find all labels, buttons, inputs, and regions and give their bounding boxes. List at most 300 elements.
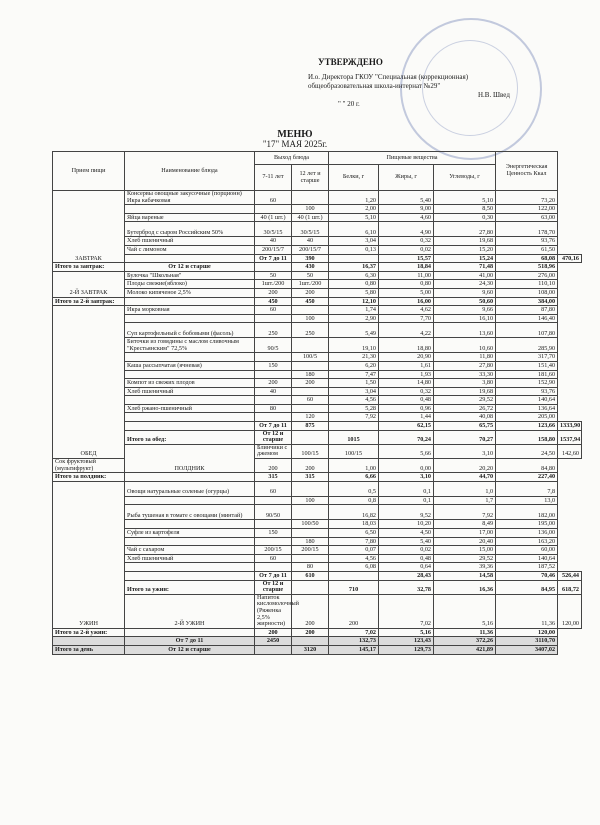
header-meal: Прием пищи	[53, 152, 125, 191]
protein-cell: 19,10	[329, 338, 379, 353]
fat-cell: 9,52	[379, 505, 434, 520]
dish-cell: Икра морковная	[125, 306, 255, 315]
energy-cell: 178,70	[496, 222, 558, 237]
approval-school: общеобразовательная школа-интернат №29"	[308, 82, 441, 90]
fat-cell: 3,10	[379, 473, 434, 482]
carbs-cell: 9,66	[434, 306, 496, 315]
output-age2-cell	[292, 338, 329, 353]
output-age1-cell	[255, 396, 292, 405]
meal-total-cell: Итого за день	[53, 645, 125, 654]
fat-cell: 4,60	[379, 213, 434, 222]
energy-cell: 73,20	[496, 191, 558, 205]
energy-cell: 227,40	[496, 473, 558, 482]
protein-cell: 16,37	[329, 263, 379, 272]
fat-cell: 3,10	[434, 444, 496, 458]
output-age2-cell	[329, 254, 379, 263]
output-age1-cell: 200	[255, 288, 292, 297]
dish-cell: Напиток кисломолочный (Ряженка 2,5% жирности)	[255, 594, 292, 628]
header-output: Выход блюда	[255, 152, 329, 165]
output-age2-cell: 3120	[292, 645, 329, 654]
carbs-cell: 0,30	[434, 213, 496, 222]
output-age2-cell: 200	[292, 628, 329, 637]
menu-row	[53, 213, 582, 222]
fat-cell: 18,84	[379, 263, 434, 272]
dish-cell: Каша рассыпчатая (ячневая)	[125, 361, 255, 370]
menu-row	[53, 338, 582, 353]
output-age1-cell: 200/15	[255, 546, 292, 555]
fat-cell: 5,16	[379, 628, 434, 637]
fat-cell: 5,00	[379, 288, 434, 297]
meal-total-cell: Итого за обед:	[125, 430, 255, 444]
energy-cell: 87,80	[496, 306, 558, 315]
menu-row	[53, 361, 582, 370]
carbs-cell: 11,36	[434, 628, 496, 637]
menu-row	[53, 594, 582, 628]
protein-cell: 145,17	[329, 645, 379, 654]
output-age1-cell: 90/5	[255, 338, 292, 353]
menu-row	[53, 554, 582, 563]
header-age1: 7-11 лет	[255, 165, 292, 191]
dish-cell	[125, 520, 255, 529]
carbs-cell: 20,40	[434, 537, 496, 546]
energy-cell: 120,00	[558, 594, 582, 628]
dish-cell: Консервы овощные закусочные (порционн) Икра кабачковая	[125, 191, 255, 205]
protein-cell: 15,57	[379, 254, 434, 263]
dish-cell	[125, 314, 255, 323]
output-age1-cell: 315	[255, 473, 292, 482]
carbs-cell: 33,30	[434, 370, 496, 379]
energy-cell: 187,52	[496, 563, 558, 572]
fat-cell: 0,1	[379, 496, 434, 505]
fat-cell: 0,64	[379, 563, 434, 572]
dish-cell: Сок фруктовый (мультифрукт)	[53, 459, 125, 473]
carbs-cell: 372,26	[434, 637, 496, 646]
energy-cell: 205,00	[496, 413, 558, 422]
menu-row	[53, 271, 582, 280]
fat-cell: 0,02	[379, 546, 434, 555]
menu-date: "17" МАЯ 2025г.	[262, 139, 328, 149]
total-label-cell: От 12 и старше	[125, 645, 255, 654]
dish-cell: Чай с лимоном	[125, 245, 255, 254]
protein-cell: 7,47	[329, 370, 379, 379]
energy-cell: 317,70	[496, 353, 558, 362]
energy-cell: 122,00	[496, 205, 558, 214]
protein-cell: 0,8	[329, 496, 379, 505]
energy-cell: 285,90	[496, 338, 558, 353]
header-fat: Жиры, г	[379, 165, 434, 191]
energy-cell: 1537,94	[558, 430, 582, 444]
menu-table	[52, 151, 582, 655]
protein-cell: 5,28	[329, 404, 379, 413]
total-label-cell: От 7 до 11	[255, 571, 292, 580]
output-age2-cell	[292, 481, 329, 496]
menu-row	[53, 263, 582, 272]
dish-cell	[125, 396, 255, 405]
protein-cell: 6,66	[329, 473, 379, 482]
meal-total-cell: Итого за полдник:	[53, 473, 125, 482]
carbs-cell: 15,00	[434, 546, 496, 555]
menu-row	[53, 444, 582, 458]
carbs-cell: 29,52	[434, 396, 496, 405]
output-age1-cell	[292, 580, 329, 594]
protein-cell: 3,04	[329, 237, 379, 246]
total-label-cell: От 7 до 11	[125, 637, 255, 646]
total-label-cell	[125, 297, 255, 306]
meal-cell: ОБЕД	[53, 306, 125, 459]
carbs-cell: 40,08	[434, 413, 496, 422]
carbs-cell: 123,66	[496, 422, 558, 431]
meal-total-cell: Итого за 2-й завтрак:	[53, 297, 125, 306]
meal-cell: 2-Й ЗАВТРАК	[53, 271, 125, 297]
protein-cell: 3,04	[329, 387, 379, 396]
energy-cell: 518,96	[496, 263, 558, 272]
output-age2-cell	[292, 505, 329, 520]
menu-row	[53, 314, 582, 323]
total-label-cell: От 12 и старше	[125, 263, 255, 272]
output-age1-cell: 60	[255, 191, 292, 205]
energy-cell: 136,00	[496, 529, 558, 538]
carbs-cell: 27,80	[434, 222, 496, 237]
fat-cell: 4,62	[379, 306, 434, 315]
carbs-cell: 26,72	[434, 404, 496, 413]
fat-cell: 0,32	[379, 237, 434, 246]
header-carbs: Углеводы, г	[434, 165, 496, 191]
output-age2-cell: 200	[292, 459, 329, 473]
protein-cell: 4,56	[329, 396, 379, 405]
output-age1-cell: 40	[255, 237, 292, 246]
protein-cell: 1,74	[329, 306, 379, 315]
menu-row	[53, 505, 582, 520]
energy-cell: 526,44	[558, 571, 582, 580]
dish-cell	[125, 205, 255, 214]
fat-cell: 0,32	[379, 387, 434, 396]
approval-date-line: " " 20 г.	[338, 100, 360, 108]
menu-row	[53, 580, 582, 594]
output-age1-cell: 250	[255, 323, 292, 338]
menu-row	[53, 481, 582, 496]
dish-cell: Компот из свежих плодов	[125, 379, 255, 388]
meal-cell: ПОЛДНИК	[125, 444, 255, 472]
carbs-cell: 5,10	[434, 191, 496, 205]
protein-cell: 6,10	[329, 222, 379, 237]
output-age2-cell	[292, 306, 329, 315]
protein-cell: 7,02	[379, 594, 434, 628]
output-age2-cell: 30/5/15	[292, 222, 329, 237]
carbs-cell: 41,00	[434, 271, 496, 280]
output-age2-cell: 1шт./200	[292, 280, 329, 289]
approval-block	[308, 58, 588, 109]
protein-cell: 0,5	[329, 481, 379, 496]
output-age1-cell	[255, 496, 292, 505]
menu-row	[53, 245, 582, 254]
energy-cell: 93,76	[496, 237, 558, 246]
output-age2-cell: 250	[292, 323, 329, 338]
carbs-cell: 24,30	[434, 280, 496, 289]
carbs-cell: 9,60	[434, 288, 496, 297]
fat-cell: 5,40	[379, 537, 434, 546]
protein-cell: 6,30	[329, 271, 379, 280]
protein-cell: 28,43	[379, 571, 434, 580]
protein-cell: 5,66	[379, 444, 434, 458]
fat-cell: 18,80	[379, 338, 434, 353]
protein-cell: 4,56	[329, 554, 379, 563]
protein-cell: 132,73	[329, 637, 379, 646]
output-age1-cell: 80	[255, 404, 292, 413]
output-age2-cell: 200	[292, 288, 329, 297]
protein-cell: 7,92	[329, 413, 379, 422]
output-age2-cell: 180	[292, 537, 329, 546]
fat-cell: 0,96	[379, 404, 434, 413]
output-age2-cell: 100/15	[329, 444, 379, 458]
carbs-cell: 44,70	[434, 473, 496, 482]
carbs-cell: 50,60	[434, 297, 496, 306]
output-age1-cell: 150	[255, 361, 292, 370]
dish-cell	[125, 370, 255, 379]
carbs-cell: 8,49	[434, 520, 496, 529]
carbs-cell: 7,92	[434, 505, 496, 520]
energy-cell: 84,80	[496, 459, 558, 473]
protein-cell: 5,49	[329, 323, 379, 338]
meal-total-cell: Итого за ужин:	[125, 580, 255, 594]
output-age2-cell: 315	[292, 473, 329, 482]
carbs-cell: 84,95	[496, 580, 558, 594]
carbs-cell: 3,80	[434, 379, 496, 388]
carbs-cell: 8,50	[434, 205, 496, 214]
fat-cell: 10,20	[379, 520, 434, 529]
energy-cell: 63,00	[496, 213, 558, 222]
output-age2-cell	[292, 361, 329, 370]
output-age1-cell: 1шт./200	[255, 280, 292, 289]
energy-cell: 61,50	[496, 245, 558, 254]
output-age1-cell	[255, 263, 292, 272]
carbs-cell: 16,10	[434, 314, 496, 323]
dish-cell: Хлеб ржано-пшеничный	[125, 404, 255, 413]
protein-cell: 2,90	[329, 314, 379, 323]
energy-cell: 1333,90	[558, 422, 582, 431]
menu-row	[53, 529, 582, 538]
output-age2-cell: 430	[292, 263, 329, 272]
meal-total-cell: Итого за 2-й ужин:	[53, 628, 125, 637]
dish-cell	[125, 496, 255, 505]
dish-cell	[125, 563, 255, 572]
fat-cell: 16,00	[379, 297, 434, 306]
carbs-cell: 29,52	[434, 554, 496, 563]
energy-cell: 146,40	[496, 314, 558, 323]
output-age2-cell: 1015	[329, 430, 379, 444]
dish-cell: Хлеб пшеничный	[125, 387, 255, 396]
protein-cell: 6,08	[329, 563, 379, 572]
protein-cell: 2,00	[329, 205, 379, 214]
output-age1-cell: 200	[292, 594, 329, 628]
approval-signatory: Н.В. Швед	[478, 91, 510, 99]
menu-row	[53, 370, 582, 379]
menu-row	[53, 280, 582, 289]
output-age1-cell: 60	[255, 554, 292, 563]
dish-cell: Бутерброд с сыром Российским 50%	[125, 222, 255, 237]
energy-cell: 618,72	[558, 580, 582, 594]
header-energy: Энергетическая Ценность Ккал	[496, 152, 558, 191]
fat-cell: 0,00	[379, 459, 434, 473]
output-age1-cell	[255, 537, 292, 546]
protein-cell: 7,02	[329, 628, 379, 637]
menu-row	[53, 353, 582, 362]
dish-cell: Чай с сахаром	[125, 546, 255, 555]
fat-cell: 0,1	[379, 481, 434, 496]
energy-cell: 140,64	[496, 554, 558, 563]
energy-cell: 140,64	[496, 396, 558, 405]
menu-row	[53, 222, 582, 237]
carbs-cell: 19,68	[434, 237, 496, 246]
protein-cell: 62,15	[379, 422, 434, 431]
dish-cell: Суфле из картофеля	[125, 529, 255, 538]
menu-row	[53, 288, 582, 297]
energy-cell: 110,10	[496, 280, 558, 289]
output-age1-cell	[255, 645, 292, 654]
output-age2-cell	[292, 404, 329, 413]
output-age2-cell: 450	[292, 297, 329, 306]
carbs-cell: 39,36	[434, 563, 496, 572]
menu-row	[53, 205, 582, 214]
output-age1-cell: 60	[255, 481, 292, 496]
total-label-cell	[125, 628, 255, 637]
output-age2-cell: 200/15/7	[292, 245, 329, 254]
menu-row	[53, 546, 582, 555]
header-nutrients: Пищевые вещества	[329, 152, 496, 165]
carbs-cell: 10,60	[434, 338, 496, 353]
fat-cell: 15,24	[434, 254, 496, 263]
menu-row	[53, 563, 582, 572]
carbs-cell: 17,00	[434, 529, 496, 538]
output-age1-cell	[255, 370, 292, 379]
output-age1-cell: 610	[292, 571, 329, 580]
total-label-cell: От 12 и старше	[255, 430, 292, 444]
fat-cell: 5,40	[379, 191, 434, 205]
dish-cell: Яйца вареные	[125, 213, 255, 222]
carbs-cell: 421,89	[434, 645, 496, 654]
carbs-cell: 158,80	[496, 430, 558, 444]
fat-cell: 4,50	[379, 529, 434, 538]
output-age2-cell	[292, 554, 329, 563]
output-age2-cell: 40	[292, 237, 329, 246]
menu-row	[53, 306, 582, 315]
fat-cell: 65,75	[434, 422, 496, 431]
output-age2-cell	[292, 529, 329, 538]
carbs-cell: 11,80	[434, 353, 496, 362]
fat-cell: 1,93	[379, 370, 434, 379]
menu-row	[53, 571, 582, 580]
dish-cell	[125, 537, 255, 546]
carbs-cell: 20,20	[434, 459, 496, 473]
energy-cell: 3407,02	[496, 645, 558, 654]
fat-cell: 5,16	[434, 594, 496, 628]
protein-cell: 0,80	[329, 280, 379, 289]
dish-cell: Хлеб пшеничный	[125, 237, 255, 246]
carbs-cell: 19,68	[434, 387, 496, 396]
dish-cell	[125, 413, 255, 422]
header-dish: Наименование блюда	[125, 152, 255, 191]
energy-cell: 136,64	[496, 404, 558, 413]
output-age2-cell: 100/50	[292, 520, 329, 529]
dish-cell: Овощи натуральные соленые (огурцы)	[125, 481, 255, 496]
dish-cell: Биточки из говядины с маслом сливочным "Крестьянским" 72,5%	[125, 338, 255, 353]
carbs-cell: 27,80	[434, 361, 496, 370]
menu-row	[53, 404, 582, 413]
fat-cell: 9,00	[379, 205, 434, 214]
output-age1-cell	[255, 413, 292, 422]
carbs-cell: 13,60	[434, 323, 496, 338]
header-protein: Белки, г	[329, 165, 379, 191]
protein-cell: 12,10	[329, 297, 379, 306]
carbs-cell: 68,08	[496, 254, 558, 263]
dish-cell: Хлеб пшеничный	[125, 554, 255, 563]
protein-cell: 5,10	[329, 213, 379, 222]
output-age1-cell: 50	[255, 271, 292, 280]
menu-row	[53, 496, 582, 505]
meal-cell: 2-Й УЖИН	[125, 594, 255, 628]
output-age2-cell: 80	[292, 563, 329, 572]
protein-cell: 1,00	[329, 459, 379, 473]
fat-cell: 20,90	[379, 353, 434, 362]
output-age1-cell: 100/15	[292, 444, 329, 458]
output-age1-cell: 40 (1 шт.)	[255, 213, 292, 222]
output-age2-cell: 60	[292, 396, 329, 405]
fat-cell: 11,00	[379, 271, 434, 280]
fat-cell: 0,48	[379, 554, 434, 563]
fat-cell: 1,61	[379, 361, 434, 370]
menu-row	[53, 323, 582, 338]
menu-row	[53, 191, 582, 205]
output-age2-cell	[292, 637, 329, 646]
energy-cell: 182,00	[496, 505, 558, 520]
header-age2: 12 лет и старше	[292, 165, 329, 191]
output-age1-cell: 90/50	[255, 505, 292, 520]
protein-cell: 16,82	[329, 505, 379, 520]
output-age1-cell: 200/15/7	[255, 245, 292, 254]
total-label-cell: От 12 и старше	[255, 580, 292, 594]
fat-cell: 14,80	[379, 379, 434, 388]
carbs-cell: 1,7	[434, 496, 496, 505]
menu-title: МЕНЮ	[277, 129, 313, 140]
energy-cell: 3110,70	[496, 637, 558, 646]
energy-cell: 107,80	[496, 323, 558, 338]
menu-row	[53, 387, 582, 396]
protein-cell: 6,20	[329, 361, 379, 370]
meal-cell: УЖИН	[53, 481, 125, 628]
output-age1-cell: 40	[255, 387, 292, 396]
output-age1-cell	[255, 520, 292, 529]
approval-title: УТВЕРЖДЕНО	[318, 57, 383, 67]
output-age2-cell: 710	[329, 580, 379, 594]
energy-cell: 13,0	[496, 496, 558, 505]
output-age2-cell: 50	[292, 271, 329, 280]
menu-row	[53, 537, 582, 546]
menu-body	[53, 191, 582, 655]
protein-cell: 0,07	[329, 546, 379, 555]
carbs-cell: 15,20	[434, 245, 496, 254]
menu-row	[53, 237, 582, 246]
menu-row	[53, 379, 582, 388]
output-age2-cell: 200	[329, 594, 379, 628]
dish-cell	[125, 353, 255, 362]
fat-cell: 0,48	[379, 396, 434, 405]
fat-cell: 16,36	[434, 580, 496, 594]
protein-cell: 18,03	[329, 520, 379, 529]
menu-row	[53, 254, 582, 263]
fat-cell: 1,44	[379, 413, 434, 422]
output-age1-cell: 150	[255, 529, 292, 538]
output-age1-cell	[255, 205, 292, 214]
energy-cell: 60,00	[496, 546, 558, 555]
